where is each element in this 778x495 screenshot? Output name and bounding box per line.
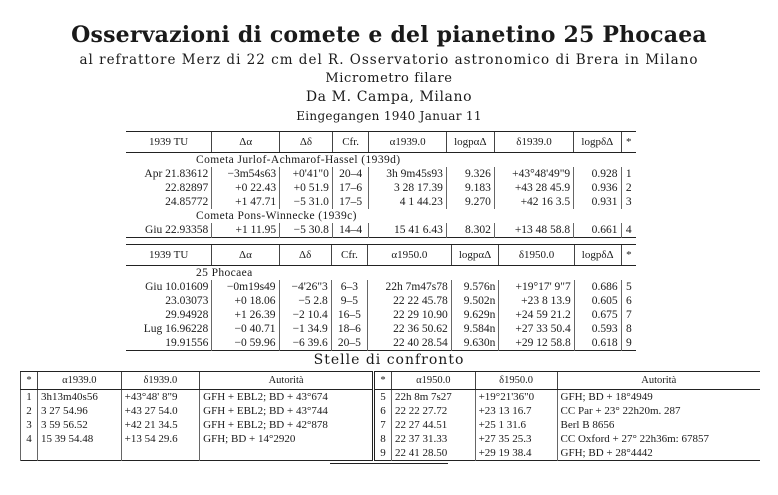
table-row [21,446,761,461]
table-cell: 4 [21,432,38,446]
column-header: 1939 TU [126,245,212,266]
table-cell: 5 [373,390,391,405]
table-cell: −5 30.8 [280,223,333,238]
table-cell: Giu 22.93358 [145,224,209,236]
table-cell: 0.936 [574,181,621,195]
table-cell: 20–5 [331,336,367,351]
table-row [126,280,636,294]
table-header-row [21,372,761,390]
table-cell: +1 26.39 [212,308,279,322]
instrument-line: Micrometro filare [325,71,453,86]
table-cell: Apr 21.83612 [144,168,209,180]
table-cell: 0.618 [574,336,621,351]
table-cell: 6–3 [331,280,367,294]
table-cell: +27 33 50.4 [499,322,574,336]
column-header: δ1939.0 [121,372,200,390]
table-cell: −3m54s63 [212,167,280,181]
table-cell: 22 37 31.33 [391,432,475,446]
table-cell: +19°17' 9"7 [499,280,574,294]
column-header: * [621,132,636,153]
table-cell: −5 31.0 [280,195,333,209]
table-cell: 2 [621,181,636,195]
observations-table-1950 [126,244,636,351]
object-name-row [126,266,636,281]
table-row [126,181,636,195]
table-cell: 22 22 27.72 [391,404,475,418]
column-header: α1950.0 [368,245,452,266]
table-cell: 8.302 [446,223,494,238]
table-cell: 8 [621,322,636,336]
table-cell: GFH + EBL2; BD + 43°744 [200,404,374,418]
table-cell: 16–5 [331,308,367,322]
table-cell: 4 1 44.23 [369,195,446,209]
table-cell: 29.94928 [165,309,209,321]
table-cell: +43 27 54.0 [121,404,200,418]
table-cell: 9 [373,446,391,461]
table-cell: 6 [621,294,636,308]
table-cell: 22h 8m 7s27 [391,390,475,405]
column-header: δ1939.0 [494,132,573,153]
object-name: 25 Phocaea [196,267,253,279]
table-cell: +43 28 45.9 [494,181,573,195]
table-cell: +1 47.71 [212,195,280,209]
table-cell: Giu 10.01609 [145,281,209,293]
table-cell: +43°48'49"9 [494,167,573,181]
column-header: 1939 TU [126,132,212,153]
table-cell: +0 22.43 [212,181,280,195]
table-cell: 1 [21,390,38,405]
table-cell: 9.326 [446,167,494,181]
table-cell: 1 [621,167,636,181]
table-row [21,390,761,405]
table-cell: 17–6 [332,181,369,195]
table-cell: Berl B 8656 [557,418,760,432]
table-cell: Lug 16.96228 [143,323,209,335]
table-cell: +29 19 38.4 [475,446,557,461]
column-header: logpαΔ [451,245,499,266]
table-cell [38,446,122,461]
table-cell: 22 36 50.62 [368,322,452,336]
table-cell: 0.593 [574,322,621,336]
table-cell: GFH; BD + 18°4949 [557,390,760,405]
table-cell: 0.931 [574,195,621,209]
page-title: Osservazioni di comete e del pianetino 25 Phocaea [71,22,707,48]
table-cell [121,446,200,461]
table-cell: 9.584n [451,322,499,336]
closing-rule [330,463,448,464]
table-cell: 9.502n [451,294,499,308]
table-cell: +23 8 13.9 [499,294,574,308]
table-cell: 20–4 [332,167,369,181]
table-cell: +23 13 16.7 [475,404,557,418]
table-cell: +42 16 3.5 [494,195,573,209]
column-header: Autorità [200,372,374,390]
table-cell: 17–5 [332,195,369,209]
object-name: Cometa Jurlof-Achmarof-Hassel (1939d) [196,154,401,166]
table-cell [21,446,38,461]
table-cell: +0 51.9 [280,181,333,195]
table-row [126,195,636,209]
table-cell: 22 40 28.54 [368,336,452,351]
table-cell: 2 [21,404,38,418]
table-cell: −2 10.4 [279,308,331,322]
subtitle: al refrattore Merz di 22 cm del R. Osservatorio astronomico di Brera in Milano [79,52,699,68]
table-row [21,432,761,446]
table-cell: 8 [373,432,391,446]
observations-table-1939 [126,131,636,238]
table-row [126,322,636,336]
table-cell: +19°21'36"0 [475,390,557,405]
column-header: δ1950.0 [499,245,574,266]
table-cell: 22 41 28.50 [391,446,475,461]
table-cell: 0.686 [574,280,621,294]
table-cell: 6 [373,404,391,418]
table-cell: CC Par + 23° 22h20m. 287 [557,404,760,418]
table-cell: −0 40.71 [212,322,279,336]
table-row [126,336,636,351]
table-cell: 3h 9m45s93 [369,167,446,181]
column-header: Cfr. [331,245,367,266]
table-cell: +24 59 21.2 [499,308,574,322]
table-cell: 22 22 45.78 [368,294,452,308]
table-cell: 0.928 [574,167,621,181]
column-header: logpδΔ [574,245,621,266]
table-cell: 4 [621,223,636,238]
table-cell: +1 11.95 [212,223,280,238]
table-cell: 24.85772 [165,196,209,208]
table-cell: −4'26"3 [279,280,331,294]
table-cell: 0.675 [574,308,621,322]
table-cell: 15 39 54.48 [38,432,122,446]
table-cell: 22 27 44.51 [391,418,475,432]
table-row [126,294,636,308]
table-cell: 9.629n [451,308,499,322]
table-row [126,223,636,238]
table-row [21,418,761,432]
table-cell: 7 [621,308,636,322]
table-cell: +27 35 25.3 [475,432,557,446]
column-header: logpδΔ [574,132,621,153]
table-cell: 3 28 17.39 [369,181,446,195]
table-cell: +42 21 34.5 [121,418,200,432]
column-header: α1950.0 [391,372,475,390]
table-cell: 0.661 [574,223,621,238]
table-cell: 3 [21,418,38,432]
table-cell: −1 34.9 [279,322,331,336]
table-cell: GFH; BD + 28°4442 [557,446,760,461]
table-cell: 22h 7m47s78 [368,280,452,294]
table-cell: 9–5 [331,294,367,308]
table-cell: 18–6 [331,322,367,336]
table-cell: +13 54 29.6 [121,432,200,446]
table-header-row [126,132,636,153]
table-cell: 9 [621,336,636,351]
table-cell: −0 59.96 [212,336,279,351]
table-row [21,404,761,418]
table-cell: +43°48' 8"9 [121,390,200,405]
column-header: logpαΔ [446,132,494,153]
table-cell: 0.605 [574,294,621,308]
author-line: Da M. Campa, Milano [305,89,473,105]
table-cell: 14–4 [332,223,369,238]
table-cell: +0'41"0 [280,167,333,181]
table-cell: 15 41 6.43 [369,223,446,238]
table-cell [200,446,374,461]
column-header: α1939.0 [369,132,446,153]
column-header: Autorità [557,372,760,390]
table-cell: 9.630n [451,336,499,351]
object-name-row [126,153,636,168]
object-name: Cometa Pons-Winnecke (1939c) [196,210,357,222]
table-cell: 9.270 [446,195,494,209]
table-cell: +29 12 58.8 [499,336,574,351]
column-header: Δα [212,245,279,266]
comparison-stars-heading: Stelle di confronto [313,352,465,368]
column-header: Δα [212,132,280,153]
column-header: * [21,372,38,390]
table-cell: −6 39.6 [279,336,331,351]
table-cell: 5 [621,280,636,294]
column-header: Δδ [279,245,331,266]
column-header: Cfr. [332,132,369,153]
table-cell: 3h13m40s56 [38,390,122,405]
table-cell: 19.91556 [165,337,209,349]
table-cell: 3 27 54.96 [38,404,122,418]
comparison-stars-table [20,371,760,461]
table-cell: 7 [373,418,391,432]
table-cell: 9.183 [446,181,494,195]
received-date: Eingegangen 1940 Januar 11 [296,109,482,123]
table-cell: 3 [621,195,636,209]
table-cell: 9.576n [451,280,499,294]
column-header: * [621,245,636,266]
table-cell: 23.03073 [165,295,209,307]
table-cell: GFH + EBL2; BD + 43°674 [200,390,374,405]
column-header: α1939.0 [38,372,122,390]
table-cell: −5 2.8 [279,294,331,308]
table-cell: GFH + EBL2; BD + 42°878 [200,418,374,432]
table-cell: 22.82897 [165,182,209,194]
table-row [126,167,636,181]
column-header: * [373,372,391,390]
column-header: δ1950.0 [475,372,557,390]
table-cell: +0 18.06 [212,294,279,308]
table-cell: GFH; BD + 14°2920 [200,432,374,446]
table-row [126,308,636,322]
table-cell: 22 29 10.90 [368,308,452,322]
object-name-row [126,209,636,223]
table-cell: +13 48 58.8 [494,223,573,238]
table-cell: +25 1 31.6 [475,418,557,432]
table-cell: CC Oxford + 27° 22h36m: 67857 [557,432,760,446]
table-cell: −0m19s49 [212,280,279,294]
column-header: Δδ [280,132,333,153]
table-cell: 3 59 56.52 [38,418,122,432]
table-header-row [126,245,636,266]
